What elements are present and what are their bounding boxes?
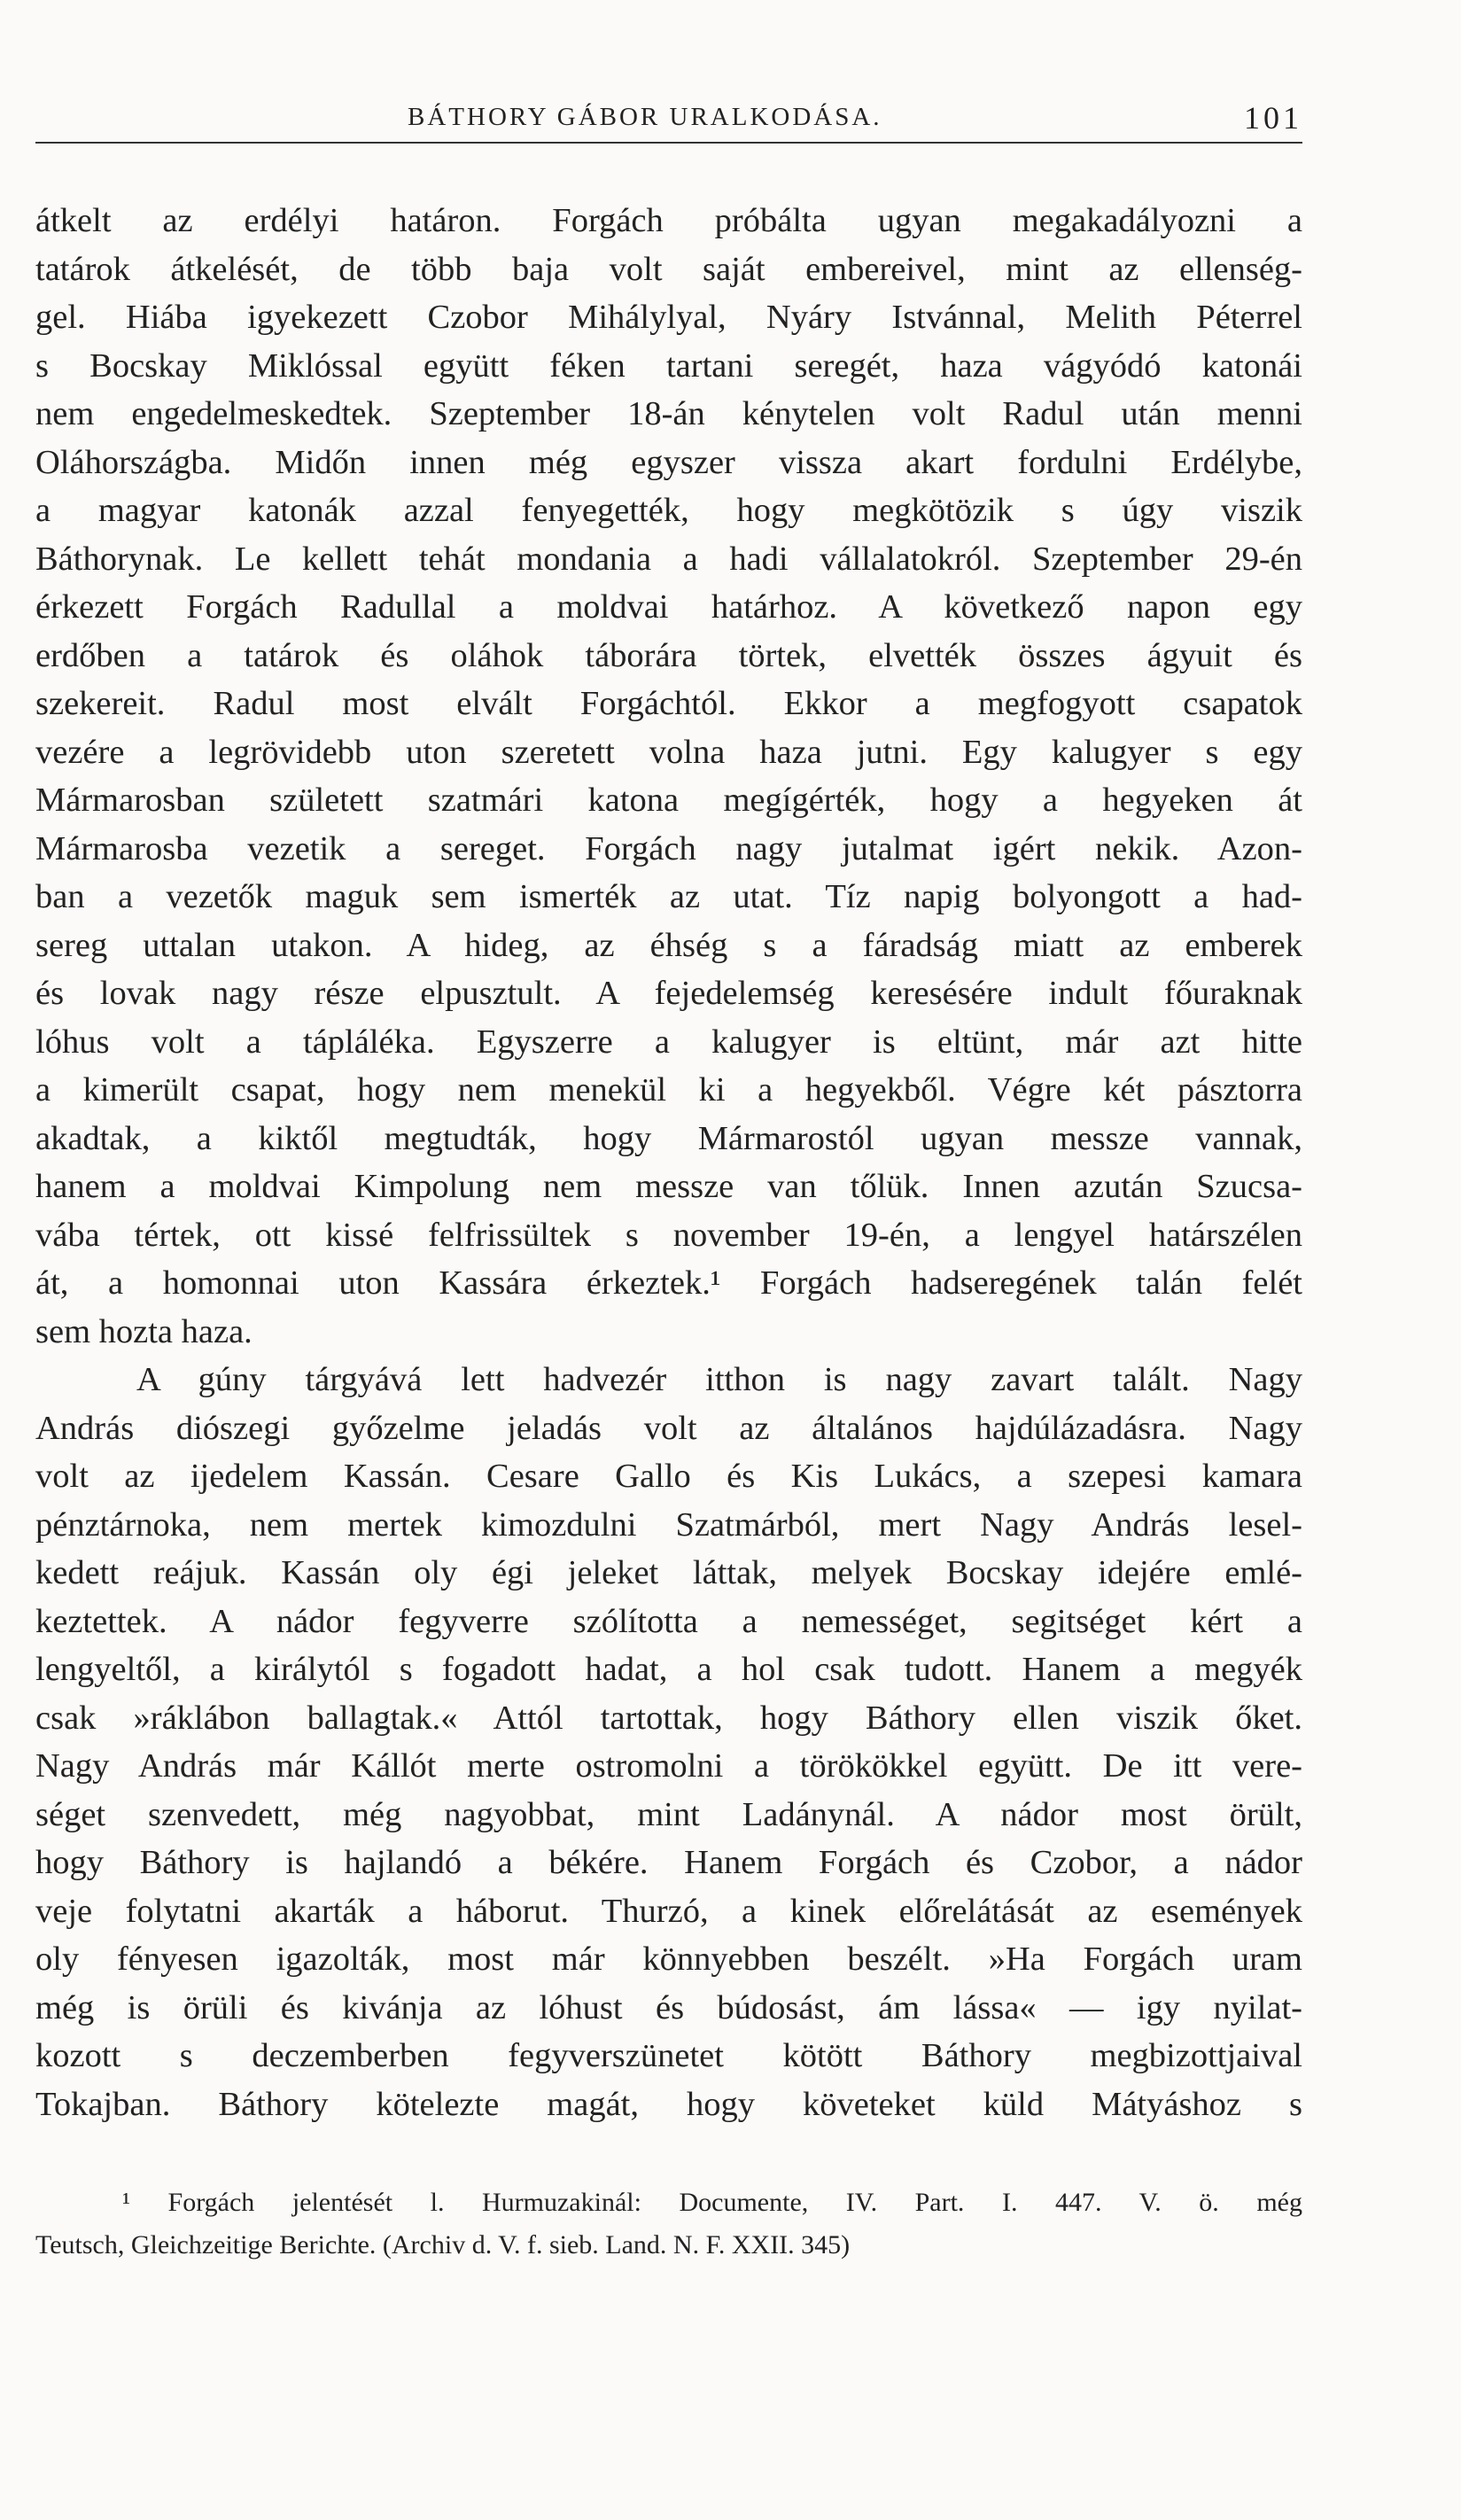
text-line: érkezett Forgách Radullal a moldvai határhoz. A következő napon egy [35, 588, 1302, 626]
text-line: sereg uttalan utakon. A hideg, az éhség s a fáradság miatt az emberek [35, 926, 1302, 964]
text-line: vába tértek, ott kissé felfrissültek s november 19-én, a lengyel határszélen [35, 1216, 1302, 1254]
text-line: még is örüli és kivánja az lóhust és búdosást, ám lássa« — igy nyilat- [35, 1988, 1302, 2026]
text-line: a magyar katonák azzal fenyegették, hogy megkötözik s úgy viszik [35, 492, 1302, 529]
text-line: séget szenvedett, még nagyobbat, mint Ladánynál. A nádor most örült, [35, 1795, 1302, 1833]
text-line: Oláhországba. Midőn innen még egyszer vissza akart fordulni Erdélybe, [35, 443, 1302, 481]
text-line: s Bocskay Miklóssal együtt féken tartani seregét, haza vágyódó katonái [35, 346, 1302, 385]
text-line: volt az ijedelem Kassán. Cesare Gallo és Kis Lukács, a szepesi kamara [35, 1458, 1302, 1495]
text-line: Tokajban. Báthory kötelezte magát, hogy követeket küld Mátyáshoz s [35, 2085, 1302, 2123]
header-rule [35, 142, 1302, 144]
text-line: a kimerült csapat, hogy nem menekül ki a hegyekből. Végre két pásztorra [35, 1071, 1302, 1108]
text-line: kozott s deczemberben fegyverszünetet kötött Báthory megbizottjaival [35, 2037, 1302, 2074]
text-line: lóhus volt a tápláléka. Egyszerre a kalugyer is eltünt, már azt hitte [35, 1023, 1302, 1061]
text-line: oly fényesen igazolták, most már könnyebben beszélt. »Ha Forgách uram [35, 1941, 1302, 1978]
text-line: kedett reájuk. Kassán oly égi jeleket láttak, melyek Bocskay idejére emlé- [35, 1554, 1302, 1591]
page-number: 101 [1244, 100, 1302, 136]
text-line: lengyeltől, a királytól s fogadott hadat, a hol csak tudott. Hanem a megyék [35, 1651, 1302, 1688]
text-line: A gúny tárgyává lett hadvezér itthon is nagy zavart talált. Nagy [136, 1361, 1302, 1398]
text-line: pénztárnoka, nem mertek kimozdulni Szatmárból, mert Nagy András lesel- [35, 1505, 1302, 1544]
text-line: Báthorynak. Le kellett tehát mondania a hadi vállalatokról. Szeptember 29-én [35, 540, 1302, 578]
text-line: hanem a moldvai Kimpolung nem messze van tőlük. Innen azután Szucsa- [35, 1168, 1302, 1205]
text-line: veje folytatni akarták a háborut. Thurzó, a kinek előrelátását az események [35, 1892, 1302, 1930]
text-line: Mármarosba vezetik a sereget. Forgách nagy jutalmat igért nekik. Azon- [35, 829, 1302, 867]
text-line: keztettek. A nádor fegyverre szólította a nemességet, segitséget kért a [35, 1602, 1302, 1640]
text-line: vezére a legrövidebb uton szeretett volna haza jutni. Egy kalugyer s egy [35, 733, 1302, 771]
text-line: szekereit. Radul most elvált Forgáchtól. Ekkor a megfogyott csapatok [35, 685, 1302, 722]
text-line: átkelt az erdélyi határon. Forgách próbálta ugyan megakadályozni a [35, 202, 1302, 239]
text-line: erdőben a tatárok és oláhok táborára törtek, elvették összes ágyuit és [35, 636, 1302, 674]
text-line: András diószegi győzelme jeladás volt az általános hajdúlázadásra. Nagy [35, 1409, 1302, 1447]
footnote-line: Teutsch, Gleichzeitige Berichte. (Archiv d. V. f. sieb. Land. N. F. XXII. 345) [35, 2230, 851, 2259]
text-line: Nagy András már Kállót merte ostromolni a törökökkel együtt. De itt vere- [35, 1747, 1302, 1785]
footnote-line: ¹ Forgách jelentését l. Hurmuzakinál: Documente, IV. Part. I. 447. V. ö. még [122, 2188, 1302, 2217]
running-head [35, 99, 1302, 142]
text-line: ban a vezetők maguk sem ismerték az utat. Tíz napig bolyongott a had- [35, 878, 1302, 915]
text-line: akadtak, a kiktől megtudták, hogy Mármarostól ugyan messze vannak, [35, 1119, 1302, 1157]
text-line: tatárok átkelését, de több baja volt saját embereivel, mint az ellenség- [35, 250, 1302, 288]
text-line: csak »ráklábon ballagtak.« Attól tartottak, hogy Báthory ellen viszik őket. [35, 1699, 1302, 1737]
text-line: hogy Báthory is hajlandó a békére. Hanem Forgách és Czobor, a nádor [35, 1844, 1302, 1881]
text-line: sem hozta haza. [35, 1312, 253, 1350]
running-title: BÁTHORY GÁBOR URALKODÁSA. [408, 103, 882, 131]
text-line: nem engedelmeskedtek. Szeptember 18-án kénytelen volt Radul után menni [35, 395, 1302, 432]
text-line: Mármarosban született szatmári katona megígérték, hogy a hegyeken át [35, 782, 1302, 819]
text-line: át, a homonnai uton Kassára érkeztek.¹ Forgách hadseregének talán felét [35, 1264, 1302, 1302]
body-text [35, 197, 1302, 2128]
text-line: és lovak nagy része elpusztult. A fejedelemség keresésére indult főuraknak [35, 975, 1302, 1012]
text-line: gel. Hiába igyekezett Czobor Mihálylyal, Nyáry Istvánnal, Melith Péterrel [35, 299, 1302, 336]
footnotes [35, 2182, 1302, 2267]
